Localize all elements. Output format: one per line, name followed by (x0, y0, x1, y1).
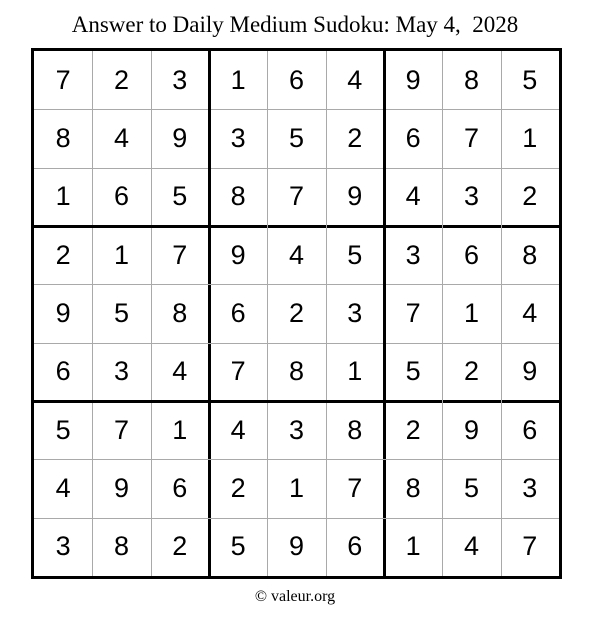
sudoku-cell: 2 (405, 414, 421, 445)
sudoku-cell: 9 (347, 181, 363, 212)
sudoku-cell: 8 (522, 239, 538, 270)
sudoku-cell: 7 (230, 356, 246, 387)
sudoku-cell: 4 (463, 531, 479, 562)
sudoku-cell: 3 (347, 297, 363, 328)
sudoku-cell: 8 (463, 64, 479, 95)
sudoku-cell: 1 (172, 414, 188, 445)
sudoku-cell: 1 (230, 64, 246, 95)
sudoku-cell: 7 (405, 297, 421, 328)
sudoku-cell: 4 (55, 472, 71, 503)
sudoku-cell: 5 (55, 414, 71, 445)
sudoku-grid (34, 51, 559, 576)
sudoku-cell: 9 (522, 356, 538, 387)
sudoku-cell: 9 (405, 64, 421, 95)
sudoku-cell: 3 (230, 122, 246, 153)
sudoku-cell: 7 (55, 64, 71, 95)
sudoku-cell: 9 (463, 414, 479, 445)
sudoku-cell: 1 (405, 531, 421, 562)
sudoku-cell: 4 (347, 64, 363, 95)
sudoku-cell: 4 (288, 239, 304, 270)
sudoku-cell: 6 (113, 181, 129, 212)
sudoku-cell: 6 (172, 472, 188, 503)
sudoku-cell: 6 (405, 122, 421, 153)
sudoku-cell: 5 (288, 122, 304, 153)
sudoku-cell: 6 (230, 297, 246, 328)
sudoku-cell: 5 (230, 531, 246, 562)
sudoku-cell: 3 (288, 414, 304, 445)
sudoku-cell: 1 (463, 297, 479, 328)
sudoku-cell: 3 (463, 181, 479, 212)
sudoku-cell: 7 (463, 122, 479, 153)
sudoku-cell: 3 (172, 64, 188, 95)
sudoku-cell: 3 (55, 531, 71, 562)
sudoku-cell: 5 (463, 472, 479, 503)
sudoku-cell: 1 (522, 122, 538, 153)
sudoku-cell: 6 (55, 356, 71, 387)
sudoku-cell: 2 (347, 122, 363, 153)
sudoku-cell: 8 (288, 356, 304, 387)
sudoku-board (31, 48, 562, 579)
sudoku-cell: 9 (172, 122, 188, 153)
sudoku-cell: 9 (113, 472, 129, 503)
sudoku-cell: 6 (522, 414, 538, 445)
sudoku-cell: 1 (113, 239, 129, 270)
sudoku-cell: 4 (405, 181, 421, 212)
sudoku-cell: 1 (55, 181, 71, 212)
puzzle-title: Answer to Daily Medium Sudoku: May 4, 2028 (71, 12, 519, 37)
sudoku-cell: 4 (522, 297, 538, 328)
sudoku-cell: 7 (347, 472, 363, 503)
sudoku-cell: 2 (55, 239, 71, 270)
sudoku-cell: 9 (288, 531, 304, 562)
sudoku-cell: 9 (55, 297, 71, 328)
sudoku-cell: 8 (113, 531, 129, 562)
sudoku-cell: 8 (347, 414, 363, 445)
sudoku-cell: 5 (113, 297, 129, 328)
sudoku-cell: 8 (405, 472, 421, 503)
sudoku-cell: 2 (288, 297, 304, 328)
sudoku-cell: 7 (288, 181, 304, 212)
sudoku-cell: 2 (230, 472, 246, 503)
sudoku-cell: 4 (113, 122, 129, 153)
sudoku-cell: 4 (230, 414, 246, 445)
sudoku-cell: 3 (522, 472, 538, 503)
sudoku-cell: 7 (113, 414, 129, 445)
copyright-footer: © valeur.org (254, 588, 336, 605)
sudoku-cell: 5 (172, 181, 188, 212)
sudoku-cell: 7 (522, 531, 538, 562)
sudoku-cell: 2 (522, 181, 538, 212)
sudoku-cell: 2 (172, 531, 188, 562)
sudoku-cell: 8 (55, 122, 71, 153)
sudoku-cell: 2 (113, 64, 129, 95)
sudoku-cell: 1 (347, 356, 363, 387)
sudoku-cell: 8 (172, 297, 188, 328)
sudoku-cell: 5 (522, 64, 538, 95)
sudoku-cell: 1 (288, 472, 304, 503)
sudoku-cell: 5 (347, 239, 363, 270)
sudoku-cell: 8 (230, 181, 246, 212)
sudoku-cell: 5 (405, 356, 421, 387)
sudoku-cell: 4 (172, 356, 188, 387)
sudoku-cell: 9 (230, 239, 246, 270)
sudoku-cell: 6 (347, 531, 363, 562)
sudoku-cell: 6 (288, 64, 304, 95)
sudoku-cell: 7 (172, 239, 188, 270)
sudoku-cell: 2 (463, 356, 479, 387)
sudoku-cell: 3 (113, 356, 129, 387)
sudoku-cell: 6 (463, 239, 479, 270)
sudoku-cell: 3 (405, 239, 421, 270)
